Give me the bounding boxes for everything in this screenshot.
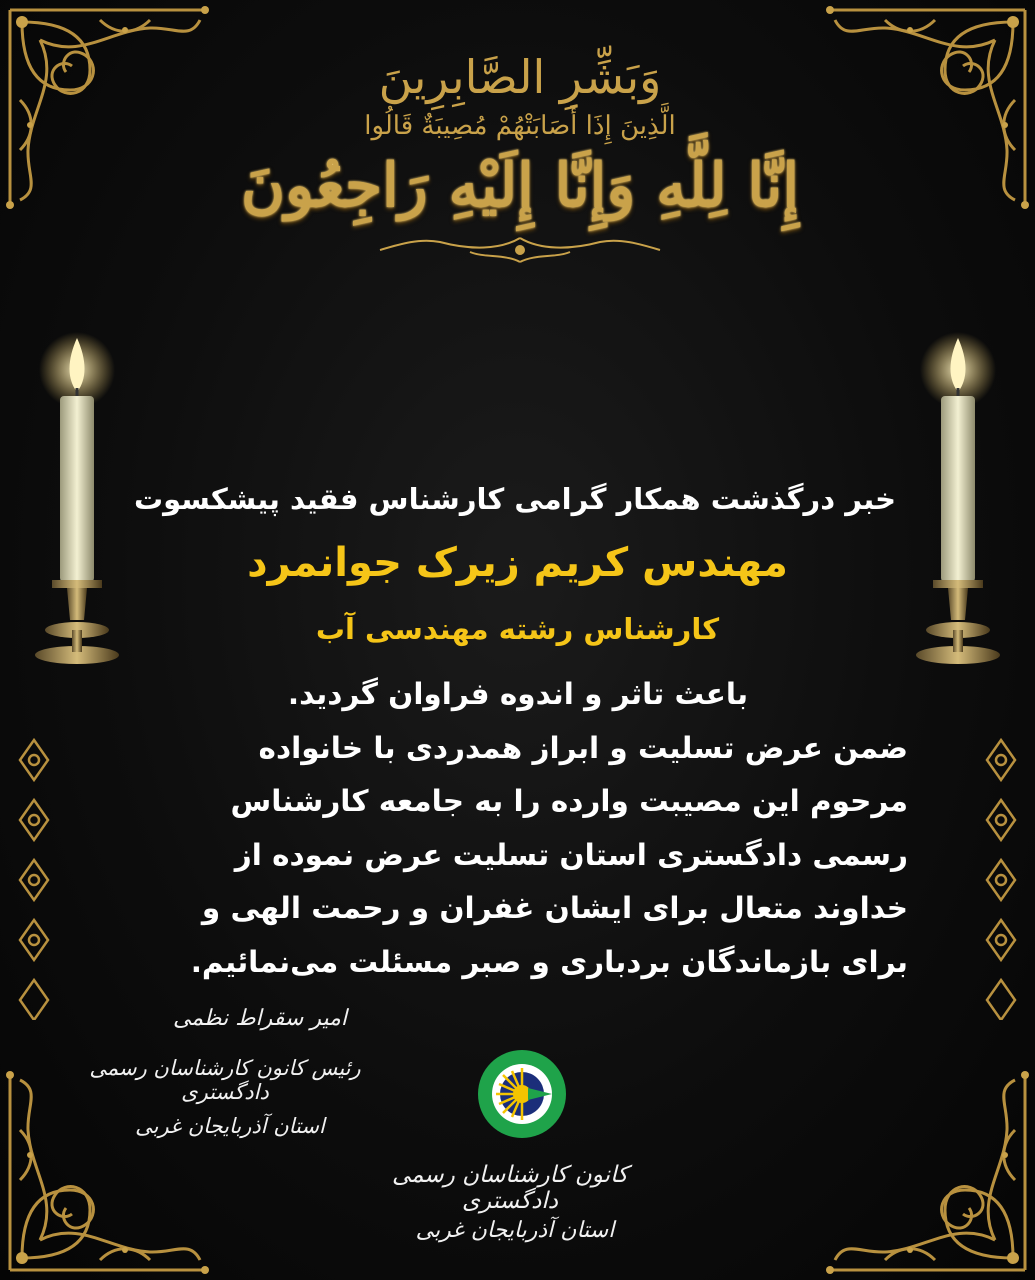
message-line: رسمی دادگستری استان تسلیت عرض نموده از: [234, 837, 908, 872]
signatory-province: استان آذربایجان غربی: [135, 1114, 325, 1138]
message-line: باعث تاثر و اندوه فراوان گردید.: [287, 677, 749, 711]
deceased-role: کارشناس رشته مهندسی آب: [315, 612, 720, 646]
corner-ornament-bottom-right: [820, 1065, 1035, 1280]
corner-ornament-top-left: [0, 0, 215, 215]
signatory-title: رئیس کانون کارشناسان رسمی دادگستری: [89, 1056, 361, 1104]
side-ornament-left: [4, 720, 64, 1020]
verse-line-2: الَّذِينَ إِذَا أَصَابَتْهُمْ مُصِيبَةٌ قَالُوا: [364, 111, 676, 142]
candle-icon-left: [22, 330, 132, 670]
announcement-intro: خبر درگذشت همکار گرامی کارشناس فقید پیشکسوت: [133, 482, 896, 516]
expert-association-logo-icon: [476, 1048, 568, 1140]
organization-province: استان آذربایجان غربی: [415, 1218, 615, 1243]
deceased-name: مهندس کریم زیرک جوانمرد: [247, 540, 788, 586]
verse-line-3: إِنَّا لِلَّهِ وَإِنَّا إِلَيْهِ رَاجِعُونَ: [240, 151, 800, 222]
ornamental-divider: [370, 230, 670, 270]
message-line: ضمن عرض تسلیت و ابراز همدردی با خانواده: [258, 730, 908, 765]
message-line: مرحوم این مصیبت وارده را به جامعه کارشناس: [230, 784, 908, 818]
side-ornament-right: [971, 720, 1031, 1020]
message-line: خداوند متعال برای ایشان غفران و رحمت الهی و: [201, 891, 908, 925]
condolence-message: [128, 668, 908, 989]
corner-ornament-top-right: [820, 0, 1035, 215]
organization-name: کانون کارشناسان رسمی دادگستری: [391, 1162, 629, 1214]
verse-line-1: وَبَشِّرِ الصَّابِرِينَ: [378, 50, 662, 104]
message-line: برای بازماندگان بردباری و صبر مسئلت می‌نمائیم.: [190, 944, 908, 979]
signatory-name: امیر سقراط نظمی: [172, 1006, 348, 1031]
quran-verse-calligraphy: [240, 50, 800, 270]
candle-icon-right: [903, 330, 1013, 670]
